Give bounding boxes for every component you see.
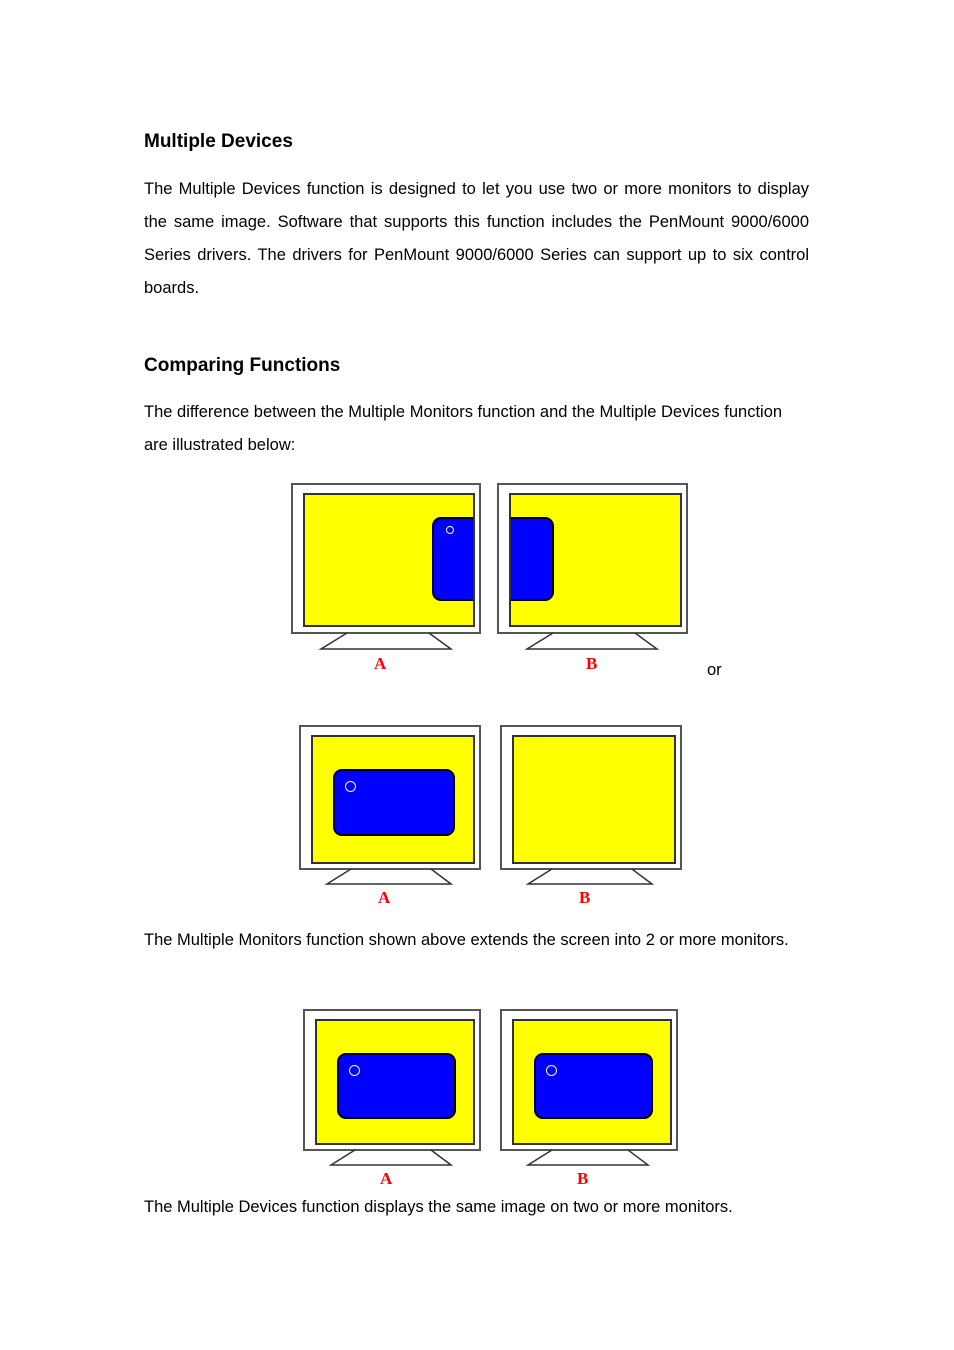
window [534, 1053, 653, 1119]
caption-multiple-devices: The Multiple Devices function displays the same image on two or more monitors. [144, 1198, 733, 1216]
monitor-screen [512, 735, 676, 864]
cursor-icon [349, 1065, 360, 1076]
monitor-label-a: A [374, 654, 387, 673]
multiple-devices-paragraph: The Multiple Devices function is designed to let you use two or more monitors to display the same image. Software that supports this function includes the PenMount 9000/6000 Series drivers. The drivers for PenMount 9000/6000 Series can support up to six control boards. [144, 180, 809, 297]
monitor-screen [311, 735, 475, 864]
window [333, 769, 455, 836]
comparing-intro-paragraph: The difference between the Multiple Monitors function and the Multiple Devices function are illustrated below: [144, 403, 783, 454]
monitor-stand-icon [526, 1150, 652, 1168]
window [337, 1053, 456, 1119]
or-text: or [707, 661, 722, 679]
caption-multiple-monitors: The Multiple Monitors function shown above extends the screen into 2 or more monitors. [144, 931, 789, 949]
monitor-bezel [500, 725, 682, 870]
monitor-stand-icon [319, 633, 453, 651]
section-heading-multiple-devices: Multiple Devices [144, 131, 293, 152]
cursor-icon [446, 526, 454, 534]
monitor-bezel [303, 1009, 481, 1151]
monitor-stand-icon [525, 633, 659, 651]
monitor-bezel [497, 483, 688, 634]
monitor-screen [315, 1019, 475, 1145]
monitor-stand-icon [329, 1150, 455, 1168]
section-heading-comparing-functions: Comparing Functions [144, 355, 341, 376]
window [432, 517, 475, 601]
monitor-bezel [500, 1009, 678, 1151]
monitor-label-b: B [577, 1169, 589, 1188]
cursor-icon [345, 781, 356, 792]
monitor-bezel [291, 483, 481, 634]
monitor-screen [509, 493, 682, 627]
monitor-screen [303, 493, 475, 627]
monitor-stand-icon [526, 869, 656, 887]
monitor-bezel [299, 725, 481, 870]
monitor-label-b: B [579, 888, 591, 907]
monitor-label-a: A [380, 1169, 393, 1188]
monitor-label-a: A [378, 888, 391, 907]
monitor-screen [512, 1019, 672, 1145]
cursor-icon [546, 1065, 557, 1076]
monitor-label-b: B [586, 654, 598, 673]
window [509, 517, 554, 601]
monitor-stand-icon [325, 869, 455, 887]
